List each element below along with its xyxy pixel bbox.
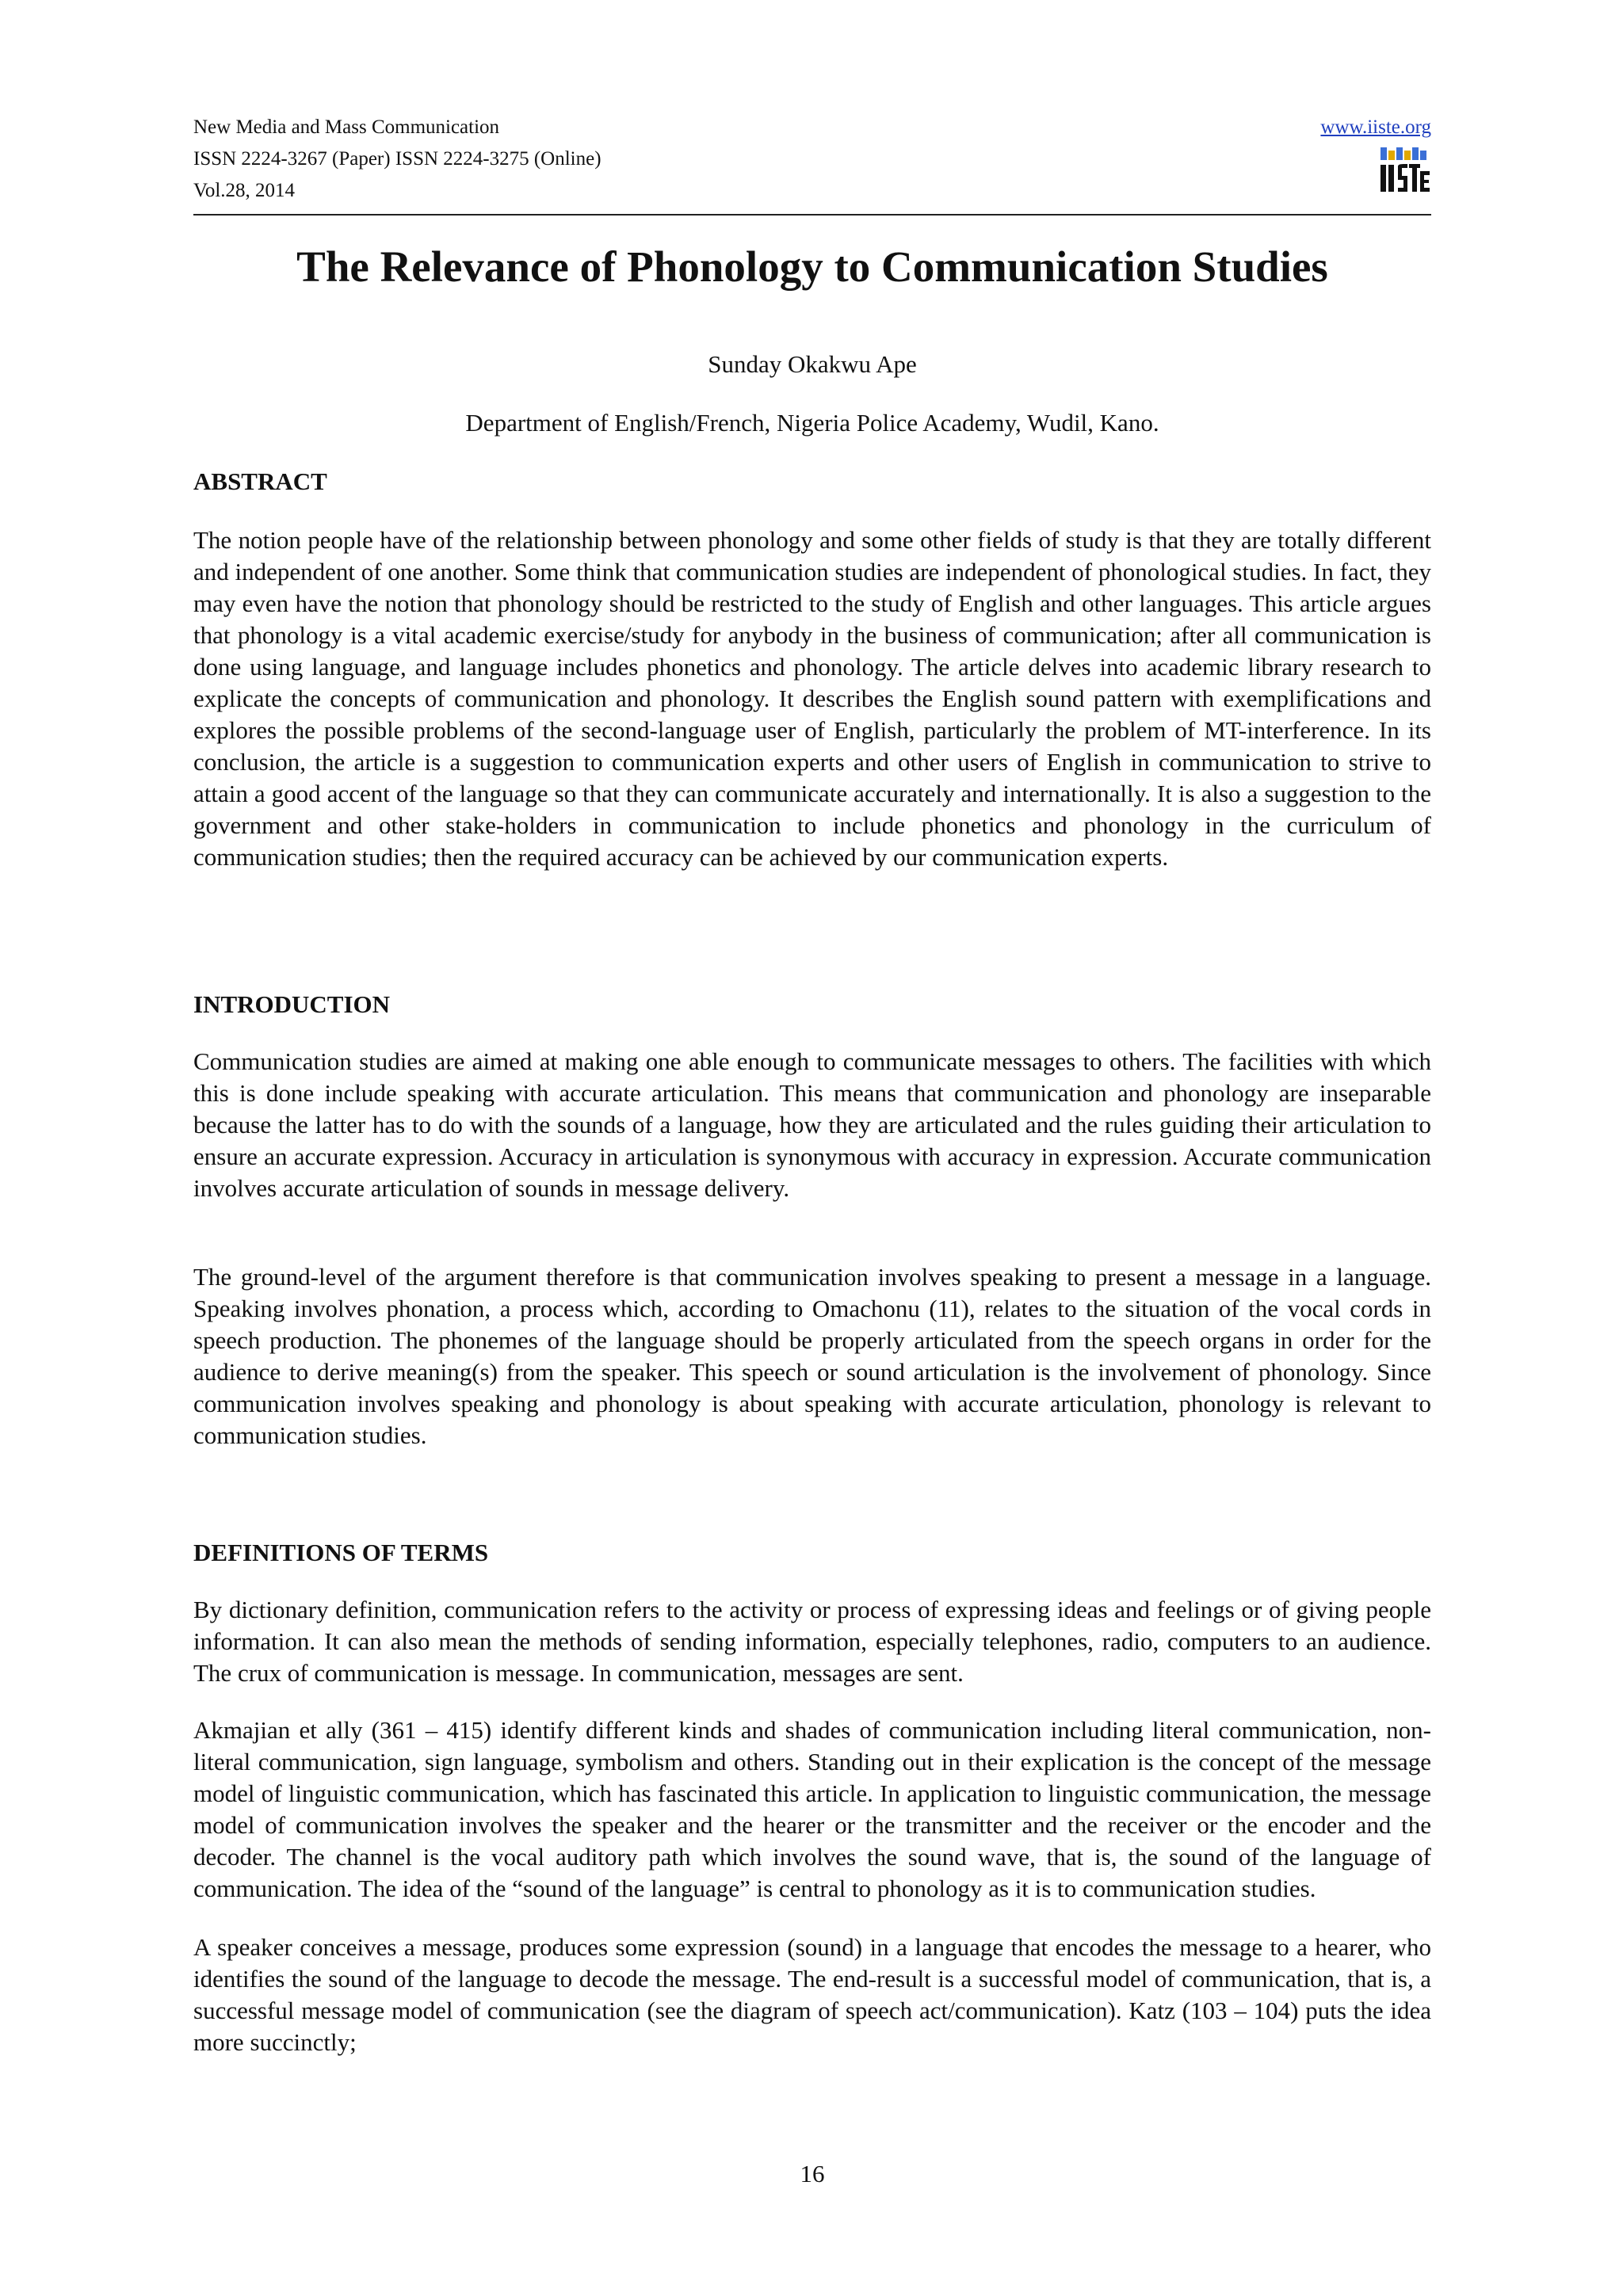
volume-line: Vol.28, 2014: [193, 180, 296, 201]
definitions-heading: DEFINITIONS OF TERMS: [193, 1539, 489, 1566]
page-number: 16: [800, 2160, 825, 2187]
iiste-logo: [1377, 147, 1431, 195]
paper-title: The Relevance of Phonology to Communication Studies: [296, 242, 1328, 291]
journal-name: New Media and Mass Communication: [193, 116, 500, 138]
definitions-paragraph-3: A speaker conceives a message, produces some expression (sound) in a language that encodes the message to a hearer, who identifies the sound of the language to decode the message. The end-result is a successful model of communication, that is, a successful message model of communication (see the diagram of speech act/communication). Katz (103 – 104) puts the idea more succinctly;: [193, 1933, 1431, 2056]
header-rule: [193, 214, 1431, 215]
definitions-paragraph-2: Akmajian et ally (361 – 415) identify different kinds and shades of communication including literal communication, non-literal communication, sign language, symbolism and others. Standing out in their explication is the concept of the message model of linguistic communication, which has fascinated this article. In application to linguistic communication, the message model of communication involves the speaker and the hearer or the transmitter and the receiver or the encoder and the decoder. The channel is the vocal auditory path which involves the sound wave, that is, the sound of the language of communication. The idea of the “sound of the language” is central to phonology as it is to communication studies.: [193, 1716, 1431, 1902]
introduction-paragraph-2: The ground-level of the argument therefore is that communication involves speaking to present a message in a language. Speaking involves phonation, a process which, according to Omachonu (11), relates to the situation of the vocal cords in speech production. The phonemes of the language should be properly articulated from the speech organs in order for the audience to derive meaning(s) from the speaker. This speech or sound articulation is the involvement of phonology. Since communication involves speaking and phonology is about speaking with accurate articulation, phonology is relevant to communication studies.: [193, 1263, 1431, 1449]
introduction-heading: INTRODUCTION: [193, 990, 391, 1018]
definitions-paragraph-1: By dictionary definition, communication refers to the activity or process of expressing ideas and feelings or of giving people information. It can also mean the methods of sending information, especially telephones, radio, computers to an audience. The crux of communication is message. In communication, messages are sent.: [193, 1596, 1431, 1687]
abstract-heading: ABSTRACT: [193, 467, 327, 495]
author-affiliation: Department of English/French, Nigeria Police Academy, Wudil, Kano.: [465, 409, 1159, 437]
author-name: Sunday Okakwu Ape: [708, 350, 917, 378]
running-header: [193, 116, 1431, 219]
website-link[interactable]: www.iiste.org: [1320, 116, 1431, 138]
abstract-text: The notion people have of the relationship between phonology and some other fields of study is that they are totally different and independent of one another. Some think that communication studies are independent of phonological studies. In fact, they may even have the notion that phonology should be restricted to the study of English and other languages. This article argues that phonology is a vital academic exercise/study for anybody in the business of communication; after all communication is done using language, and language includes phonetics and phonology. The article delves into academic library research to explicate the concepts of communication and phonology. It describes the English sound pattern with exemplifications and explores the possible problems of the second-language user of English, particularly the problem of MT-interference. In its conclusion, the article is a suggestion to communication experts and other users of English in communication to strive to attain a good accent of the language so that they can communicate accurately and internationally. It is also a suggestion to the government and other stake-holders in communication to include phonetics and phonology in the curriculum of communication studies; then the required accuracy can be achieved by our communication experts.: [193, 526, 1431, 871]
introduction-paragraph-1: Communication studies are aimed at making one able enough to communicate messages to others. The facilities with which this is done include speaking with accurate articulation. This means that communication and phonology are inseparable because the latter has to do with the sounds of a language, how they are articulated and the rules guiding their articulation to ensure an accurate expression. Accuracy in articulation is synonymous with accuracy in expression. Accurate communication involves accurate articulation of sounds in message delivery.: [193, 1047, 1431, 1202]
issn-line: ISSN 2224-3267 (Paper) ISSN 2224-3275 (Online): [193, 148, 601, 170]
